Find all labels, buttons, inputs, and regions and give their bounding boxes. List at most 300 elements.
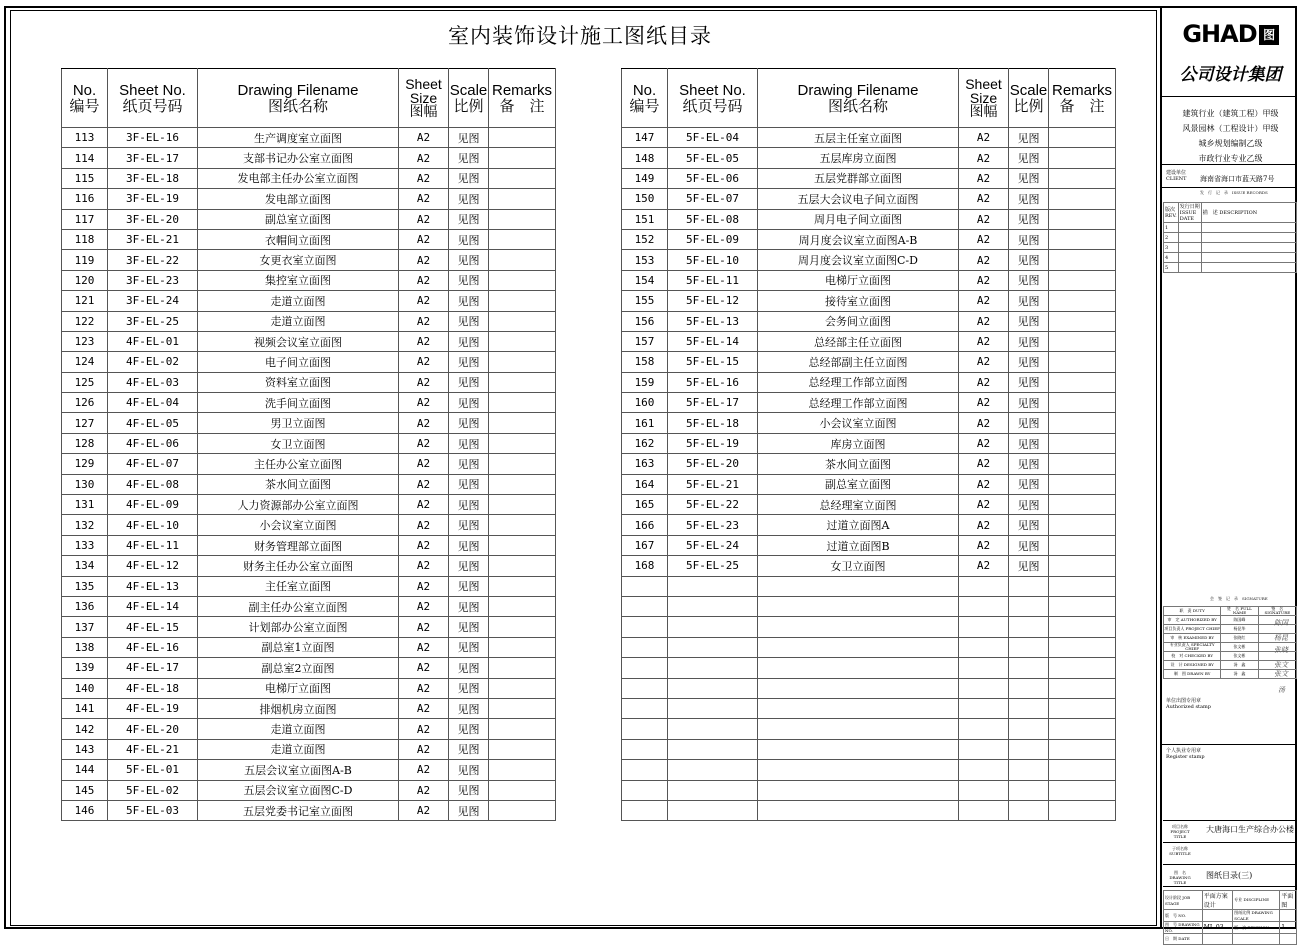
cell-size: A2 — [399, 128, 449, 148]
qualification-item: 市政行业专业乙级 — [1198, 154, 1263, 163]
cell-remarks — [489, 576, 556, 596]
table-row — [62, 698, 556, 718]
cell-no: 143 — [62, 739, 108, 759]
revision-cell — [1201, 263, 1296, 273]
table-row — [62, 535, 556, 555]
cell-sheet-no: 5F-EL-15 — [668, 352, 758, 372]
cell-scale: 见图 — [449, 760, 489, 780]
cell-remarks — [489, 800, 556, 820]
cell-filename — [758, 698, 959, 718]
cell-filename: 视频会议室立面图 — [198, 331, 399, 351]
cell-remarks — [1049, 372, 1116, 392]
cell-filename: 电子间立面图 — [198, 352, 399, 372]
cell-size: A2 — [399, 189, 449, 209]
cell-no — [622, 637, 668, 657]
cell-sheet-no: 4F-EL-18 — [108, 678, 198, 698]
signature-cell: 职 责 DUTY — [1164, 607, 1221, 616]
cell-no — [622, 719, 668, 739]
cell-filename: 发电部主任办公室立面图 — [198, 168, 399, 188]
cell-filename: 生产调度室立面图 — [198, 128, 399, 148]
table-row — [62, 352, 556, 372]
cell-size: A2 — [399, 250, 449, 270]
cell-no: 135 — [62, 576, 108, 596]
cell-no: 158 — [622, 352, 668, 372]
cell-filename: 计划部办公室立面图 — [198, 617, 399, 637]
job-info-cell: 专业 DISCIPLINE — [1233, 891, 1280, 910]
cell-scale: 见图 — [449, 148, 489, 168]
job-info-cell: 图纸比例 DRAWING SCALE — [1233, 910, 1280, 922]
cell-sheet-no: 5F-EL-07 — [668, 189, 758, 209]
cell-scale: 见图 — [1009, 474, 1049, 494]
cell-no: 168 — [622, 556, 668, 576]
cell-no: 129 — [62, 454, 108, 474]
table-row — [622, 413, 1116, 433]
revision-cell — [1178, 223, 1201, 233]
cell-size: A2 — [959, 189, 1009, 209]
cell-remarks — [1049, 331, 1116, 351]
table-row — [622, 739, 1116, 759]
cell-filename: 副总室2立面图 — [198, 658, 399, 678]
cell-scale: 见图 — [449, 617, 489, 637]
table-row — [622, 596, 1116, 616]
cell-scale: 见图 — [1009, 515, 1049, 535]
cell-sheet-no: 5F-EL-02 — [108, 780, 198, 800]
cell-scale: 见图 — [449, 229, 489, 249]
cell-scale: 见图 — [1009, 352, 1049, 372]
cell-size — [959, 760, 1009, 780]
revision-row — [1164, 263, 1297, 273]
cell-sheet-no: 5F-EL-05 — [668, 148, 758, 168]
col-header-remarks: Remarks 备 注 — [489, 69, 556, 128]
cell-remarks — [1049, 556, 1116, 576]
cell-scale: 见图 — [449, 413, 489, 433]
revision-cell — [1178, 263, 1201, 273]
cell-sheet-no: 5F-EL-25 — [668, 556, 758, 576]
job-info-cell: 平面图 — [1280, 891, 1297, 910]
cell-scale: 见图 — [449, 474, 489, 494]
rev-col-rev: 版次 REV. — [1164, 203, 1179, 223]
project-title-value: 大唐海口生产综合办公楼 — [1206, 825, 1294, 834]
cell-filename: 过道立面图B — [758, 535, 959, 555]
cell-scale — [1009, 719, 1049, 739]
cell-sheet-no: 5F-EL-08 — [668, 209, 758, 229]
table-row — [622, 515, 1116, 535]
col-header-no: No. 编号 — [62, 69, 108, 128]
cell-remarks — [489, 596, 556, 616]
job-info-cell: 图 号 DRAWING NO. — [1164, 922, 1203, 934]
cell-scale: 见图 — [449, 250, 489, 270]
cell-filename — [758, 780, 959, 800]
revision-cell: 3 — [1164, 243, 1179, 253]
cell-remarks — [489, 556, 556, 576]
cell-size: A2 — [959, 311, 1009, 331]
cell-size: A2 — [959, 535, 1009, 555]
cell-scale: 见图 — [449, 331, 489, 351]
cell-scale: 见图 — [449, 352, 489, 372]
table-row — [62, 229, 556, 249]
table-row — [622, 352, 1116, 372]
cell-size: A2 — [399, 637, 449, 657]
cell-filename: 五层会议室立面图C-D — [198, 780, 399, 800]
cell-remarks — [489, 617, 556, 637]
cell-remarks — [1049, 291, 1116, 311]
cell-sheet-no: 5F-EL-24 — [668, 535, 758, 555]
cell-no: 128 — [62, 433, 108, 453]
job-info-cell — [1280, 934, 1297, 945]
cell-filename: 人力资源部办公室立面图 — [198, 495, 399, 515]
cell-filename — [758, 678, 959, 698]
col-header-sheet-no: Sheet No. 纸页号码 — [108, 69, 198, 128]
cell-sheet-no: 4F-EL-14 — [108, 596, 198, 616]
page-title: 室内装饰设计施工图纸目录 — [448, 24, 712, 48]
cell-scale: 见图 — [449, 678, 489, 698]
cell-no: 130 — [62, 474, 108, 494]
table-row — [62, 800, 556, 820]
revision-cell — [1178, 243, 1201, 253]
cell-filename: 周月度会议室立面图A-B — [758, 229, 959, 249]
cell-size: A2 — [959, 209, 1009, 229]
cell-no: 114 — [62, 148, 108, 168]
cell-sheet-no: 3F-EL-16 — [108, 128, 198, 148]
cell-filename: 主任办公室立面图 — [198, 454, 399, 474]
cell-remarks — [489, 331, 556, 351]
cell-size: A2 — [959, 454, 1009, 474]
cell-no: 126 — [62, 393, 108, 413]
cell-no: 119 — [62, 250, 108, 270]
cell-size: A2 — [399, 148, 449, 168]
col-header-filename: Drawing Filename 图纸名称 — [758, 69, 959, 128]
table-row — [62, 780, 556, 800]
cell-no: 127 — [62, 413, 108, 433]
cell-no: 153 — [622, 250, 668, 270]
client-label: 建设单位 CLIENT — [1166, 170, 1187, 182]
cell-size: A2 — [399, 331, 449, 351]
cell-sheet-no: 4F-EL-07 — [108, 454, 198, 474]
cell-sheet-no: 5F-EL-09 — [668, 229, 758, 249]
signature-cell: 张文彬 — [1221, 652, 1258, 661]
cell-scale: 见图 — [449, 576, 489, 596]
table-row — [622, 168, 1116, 188]
cell-sheet-no: 3F-EL-20 — [108, 209, 198, 229]
table-row — [622, 128, 1116, 148]
table-row — [622, 780, 1116, 800]
table-row — [62, 331, 556, 351]
cell-filename: 五层主任室立面图 — [758, 128, 959, 148]
table-row — [622, 658, 1116, 678]
cell-remarks — [489, 637, 556, 657]
cell-sheet-no: 4F-EL-20 — [108, 719, 198, 739]
table-row — [62, 719, 556, 739]
cell-size — [959, 800, 1009, 820]
table-row — [622, 637, 1116, 657]
cell-remarks — [489, 719, 556, 739]
cell-no — [622, 739, 668, 759]
signature: 张文 — [1274, 670, 1288, 678]
cell-remarks — [489, 474, 556, 494]
cell-scale: 见图 — [449, 433, 489, 453]
cell-size: A2 — [399, 270, 449, 290]
revision-cell — [1178, 233, 1201, 243]
job-info-cell — [1280, 910, 1297, 922]
cell-size: A2 — [399, 535, 449, 555]
revision-cell — [1178, 253, 1201, 263]
cell-size: A2 — [399, 352, 449, 372]
cell-sheet-no: 5F-EL-11 — [668, 270, 758, 290]
cell-no: 124 — [62, 352, 108, 372]
cell-remarks — [489, 535, 556, 555]
cell-no: 139 — [62, 658, 108, 678]
cell-remarks — [1049, 433, 1116, 453]
table-row — [622, 576, 1116, 596]
cell-remarks — [1049, 128, 1116, 148]
cell-no: 116 — [62, 189, 108, 209]
table-row — [622, 474, 1116, 494]
signature-cell: 张晓红 — [1221, 634, 1258, 643]
cell-scale — [1009, 739, 1049, 759]
drawing-list-left — [61, 68, 556, 821]
cell-size — [959, 576, 1009, 596]
table-row — [622, 760, 1116, 780]
cell-size — [959, 637, 1009, 657]
signature: 张文 — [1274, 661, 1288, 669]
cell-no — [622, 780, 668, 800]
cell-size: A2 — [399, 780, 449, 800]
col-header-remarks: Remarks 备 注 — [1049, 69, 1116, 128]
cell-scale: 见图 — [449, 780, 489, 800]
table-row — [622, 311, 1116, 331]
job-info-cell — [1202, 934, 1233, 945]
cell-filename: 走道立面图 — [198, 739, 399, 759]
signature-cell: 专业负责人 SPECIALTY CHIEF — [1164, 643, 1221, 652]
table-row — [62, 433, 556, 453]
cell-size: A2 — [959, 352, 1009, 372]
cell-remarks — [489, 372, 556, 392]
cell-size: A2 — [959, 433, 1009, 453]
cell-size: A2 — [959, 372, 1009, 392]
table-header-row — [622, 69, 1116, 128]
table-row — [622, 719, 1116, 739]
signature: 陈国 — [1274, 619, 1288, 627]
cell-remarks — [1049, 270, 1116, 290]
signature-cell: 审 核 EXAMINED BY — [1164, 634, 1221, 643]
cell-no: 138 — [62, 637, 108, 657]
table-row — [62, 515, 556, 535]
cell-scale: 见图 — [1009, 209, 1049, 229]
cell-filename — [758, 637, 959, 657]
cell-remarks — [1049, 596, 1116, 616]
cell-size: A2 — [399, 311, 449, 331]
table-row — [62, 495, 556, 515]
cell-filename: 副主任办公室立面图 — [198, 596, 399, 616]
drawing-title-value: 图纸目录(三) — [1206, 871, 1253, 880]
cell-size: A2 — [959, 413, 1009, 433]
cell-sheet-no: 4F-EL-13 — [108, 576, 198, 596]
cell-no — [622, 678, 668, 698]
cell-size: A2 — [399, 800, 449, 820]
cell-filename: 发电部立面图 — [198, 189, 399, 209]
cell-sheet-no — [668, 698, 758, 718]
cell-remarks — [489, 678, 556, 698]
cell-filename: 茶水间立面图 — [198, 474, 399, 494]
cell-size: A2 — [399, 678, 449, 698]
cell-remarks — [489, 739, 556, 759]
cell-filename: 副总室立面图 — [198, 209, 399, 229]
cell-filename: 副总室立面图 — [758, 474, 959, 494]
cell-no: 160 — [622, 393, 668, 413]
cell-no: 131 — [62, 495, 108, 515]
cell-no — [622, 800, 668, 820]
signature-cell: 张文彬 — [1221, 643, 1258, 652]
signature-cell: 汤 鑫 — [1221, 670, 1258, 679]
cell-remarks — [1049, 658, 1116, 678]
cell-scale: 见图 — [449, 556, 489, 576]
table-row — [62, 739, 556, 759]
cell-no: 166 — [622, 515, 668, 535]
cell-no: 155 — [622, 291, 668, 311]
cell-scale: 见图 — [1009, 128, 1049, 148]
cell-sheet-no: 5F-EL-17 — [668, 393, 758, 413]
cell-scale: 见图 — [449, 515, 489, 535]
table-row — [62, 658, 556, 678]
cell-size: A2 — [959, 291, 1009, 311]
cell-sheet-no: 4F-EL-04 — [108, 393, 198, 413]
cell-remarks — [489, 189, 556, 209]
cell-no: 146 — [62, 800, 108, 820]
company-logo: GHAD 图 — [1162, 20, 1299, 48]
cell-remarks — [1049, 515, 1116, 535]
drawing-title-label: 图 名 DRAWING TITLE — [1169, 870, 1191, 885]
cell-filename — [758, 760, 959, 780]
table-row — [62, 413, 556, 433]
job-info-row — [1164, 934, 1297, 945]
job-info-cell: 版 次 REVISION — [1233, 922, 1280, 934]
cell-scale: 见图 — [449, 495, 489, 515]
cell-filename: 五层库房立面图 — [758, 148, 959, 168]
cell-remarks — [489, 454, 556, 474]
cell-filename: 小会议室立面图 — [198, 515, 399, 535]
cell-remarks — [1049, 229, 1116, 249]
table-row — [62, 189, 556, 209]
cell-no: 136 — [62, 596, 108, 616]
cell-scale: 见图 — [449, 128, 489, 148]
cell-sheet-no: 3F-EL-23 — [108, 270, 198, 290]
cell-size: A2 — [959, 556, 1009, 576]
cell-size — [959, 698, 1009, 718]
cell-sheet-no: 4F-EL-03 — [108, 372, 198, 392]
signature-cell: 设 计 DESIGNED BY — [1164, 661, 1221, 670]
cell-no — [622, 760, 668, 780]
cell-sheet-no: 5F-EL-23 — [668, 515, 758, 535]
cell-sheet-no: 4F-EL-11 — [108, 535, 198, 555]
cell-size: A2 — [399, 393, 449, 413]
cell-scale: 见图 — [449, 393, 489, 413]
table-row — [62, 637, 556, 657]
col-header-no: No. 编号 — [622, 69, 668, 128]
cell-size: A2 — [959, 393, 1009, 413]
cell-sheet-no: 3F-EL-25 — [108, 311, 198, 331]
table-row — [622, 291, 1116, 311]
cell-size: A2 — [399, 617, 449, 637]
cell-scale: 见图 — [1009, 331, 1049, 351]
col-header-filename: Drawing Filename 图纸名称 — [198, 69, 399, 128]
cell-remarks — [1049, 719, 1116, 739]
cell-size: A2 — [399, 229, 449, 249]
cell-sheet-no — [668, 617, 758, 637]
cell-filename: 总经部主任立面图 — [758, 331, 959, 351]
revision-row — [1164, 233, 1297, 243]
cell-no: 123 — [62, 331, 108, 351]
cell-remarks — [489, 515, 556, 535]
cell-sheet-no: 5F-EL-18 — [668, 413, 758, 433]
table-row — [622, 617, 1116, 637]
cell-filename — [758, 617, 959, 637]
cell-sheet-no: 4F-EL-21 — [108, 739, 198, 759]
cell-size — [959, 719, 1009, 739]
cell-sheet-no: 4F-EL-19 — [108, 698, 198, 718]
cell-no: 118 — [62, 229, 108, 249]
cell-filename: 周月电子间立面图 — [758, 209, 959, 229]
cell-no: 164 — [622, 474, 668, 494]
cell-no: 132 — [62, 515, 108, 535]
client-value: 海南省海口市蓝天路7号 — [1200, 175, 1275, 183]
cell-scale: 见图 — [449, 739, 489, 759]
cell-filename: 总经理工作部立面图 — [758, 372, 959, 392]
cell-remarks — [489, 413, 556, 433]
cell-remarks — [1049, 760, 1116, 780]
cell-no: 144 — [62, 760, 108, 780]
cell-sheet-no — [668, 780, 758, 800]
job-info-cell: 设计阶段 JOB STAGE — [1164, 891, 1203, 910]
cell-scale: 见图 — [1009, 168, 1049, 188]
cell-no: 150 — [622, 189, 668, 209]
cell-filename: 副总室1立面图 — [198, 637, 399, 657]
cell-sheet-no — [668, 658, 758, 678]
job-info-cell: 版 号 NO. — [1164, 910, 1203, 922]
cell-size: A2 — [399, 596, 449, 616]
cell-size: A2 — [959, 474, 1009, 494]
cell-no: 161 — [622, 413, 668, 433]
table-row — [62, 168, 556, 188]
cell-size: A2 — [399, 433, 449, 453]
cell-sheet-no: 5F-EL-14 — [668, 331, 758, 351]
cell-size: A2 — [399, 760, 449, 780]
table-row — [62, 678, 556, 698]
signature-cell: 校 对 CHECKED BY — [1164, 652, 1221, 661]
cell-scale: 见图 — [1009, 229, 1049, 249]
cell-scale: 见图 — [1009, 189, 1049, 209]
issue-records-label: 发 行 记 录 ISSUE RECORDS — [1200, 190, 1268, 195]
cell-filename: 周月度会议室立面图C-D — [758, 250, 959, 270]
cell-no: 167 — [622, 535, 668, 555]
cell-sheet-no: 4F-EL-12 — [108, 556, 198, 576]
col-header-size: Sheet Size 图幅 — [959, 69, 1009, 128]
qualification-item: 风景园林（工程设计）甲级 — [1182, 124, 1279, 133]
cell-sheet-no: 5F-EL-10 — [668, 250, 758, 270]
signature-cell: 签 名 SIGNATURE — [1258, 607, 1296, 616]
cell-sheet-no: 4F-EL-08 — [108, 474, 198, 494]
cell-sheet-no — [668, 719, 758, 739]
cell-no: 115 — [62, 168, 108, 188]
cell-size: A2 — [399, 739, 449, 759]
cell-size: A2 — [399, 209, 449, 229]
cell-scale: 见图 — [1009, 372, 1049, 392]
cell-size: A2 — [959, 515, 1009, 535]
cell-no: 162 — [622, 433, 668, 453]
cell-size: A2 — [399, 719, 449, 739]
cell-size: A2 — [399, 515, 449, 535]
cell-no: 125 — [62, 372, 108, 392]
cell-sheet-no: 5F-EL-13 — [668, 311, 758, 331]
